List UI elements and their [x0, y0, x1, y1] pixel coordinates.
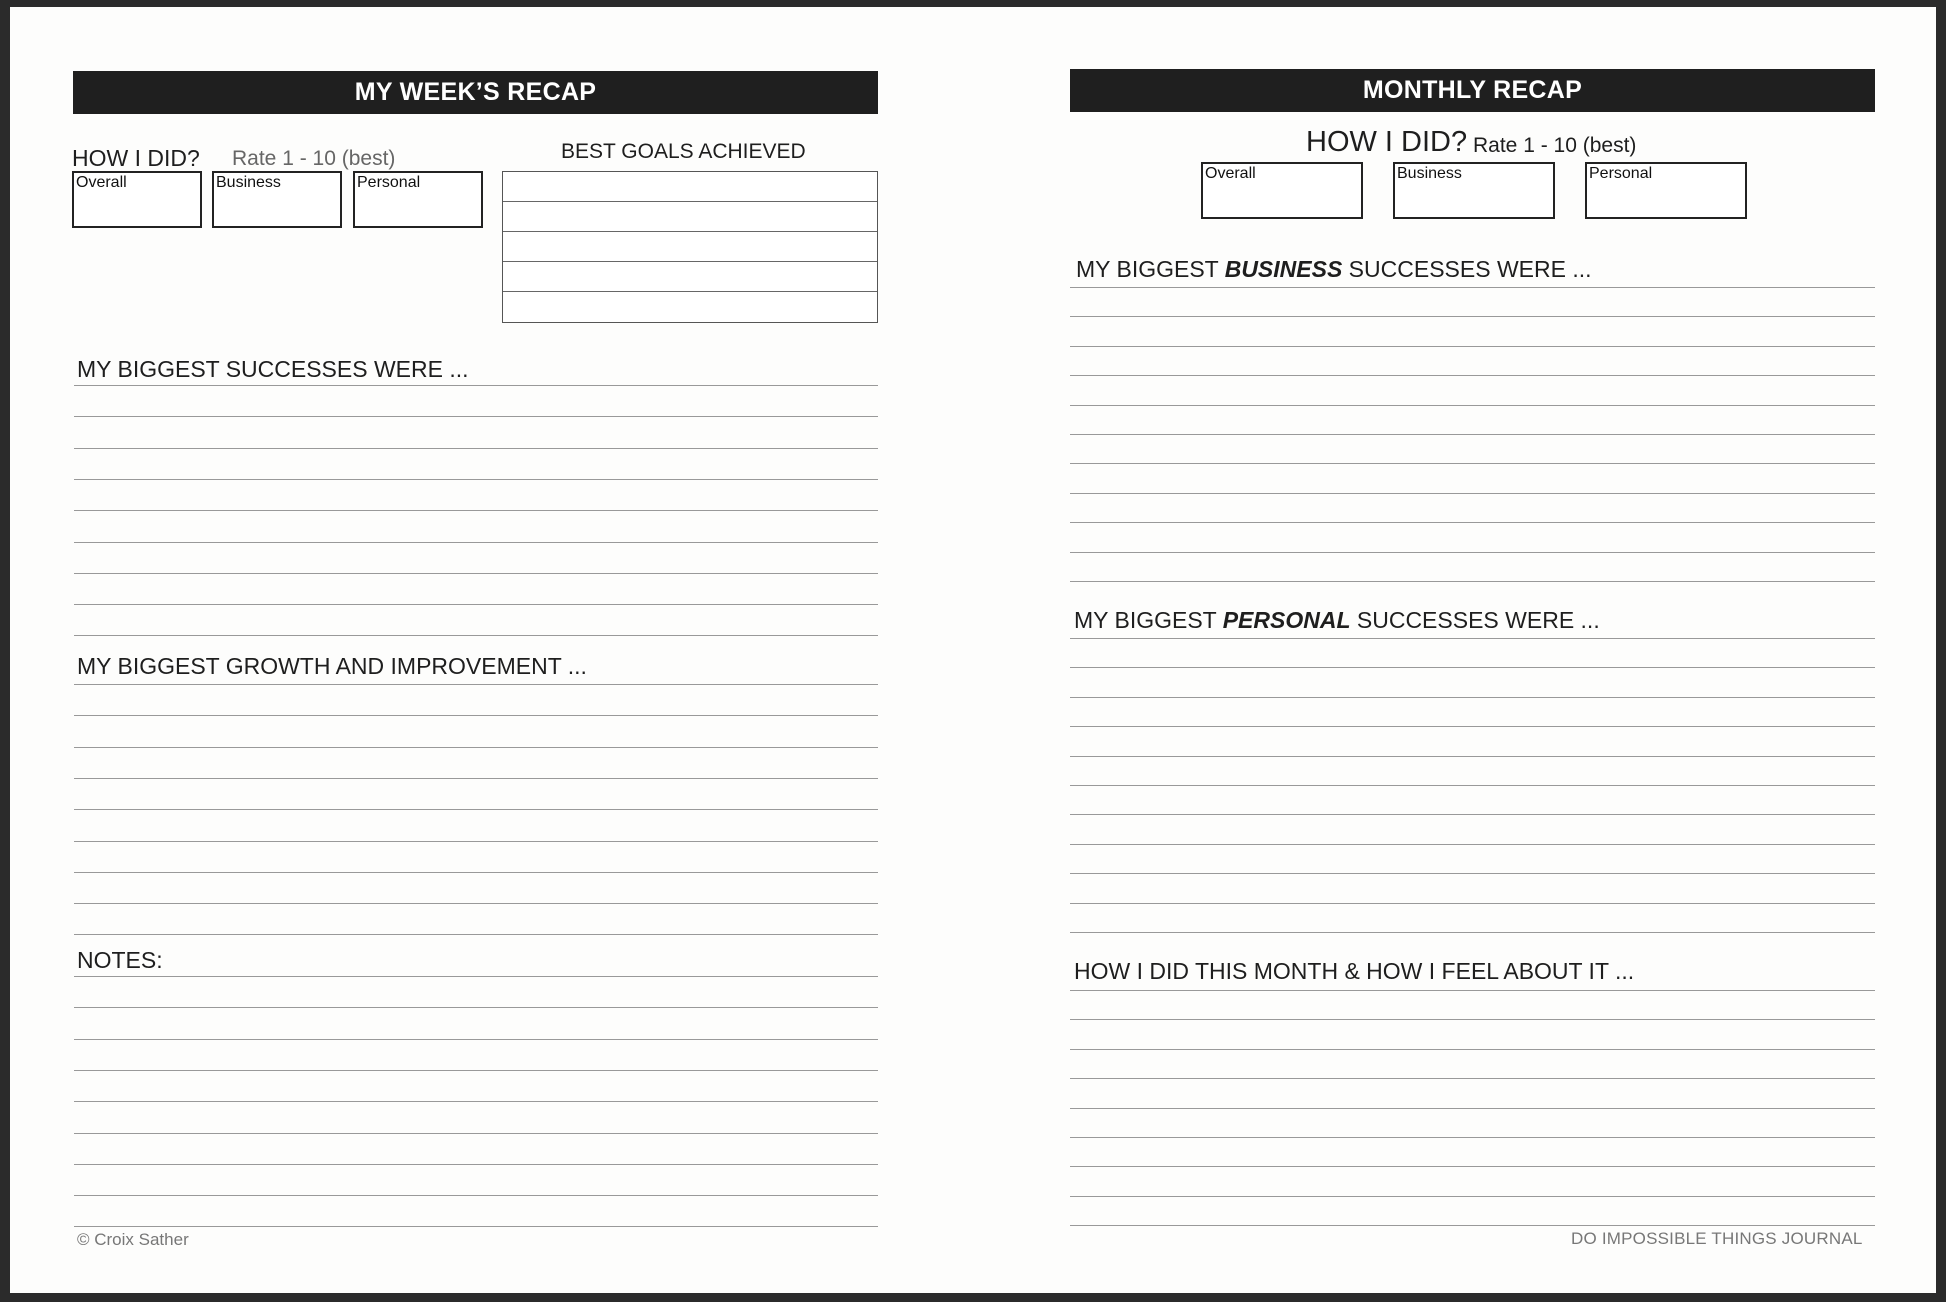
week-personal-rating-box[interactable] [353, 171, 483, 228]
business-heading-pre: MY BIGGEST [1076, 256, 1225, 282]
copyright-footer: © Croix Sather [77, 1230, 189, 1249]
writing-line [1070, 726, 1875, 727]
writing-line [1070, 287, 1875, 288]
writing-line [1070, 581, 1875, 582]
week-growth-heading: MY BIGGEST GROWTH AND IMPROVEMENT ... [77, 653, 587, 679]
writing-line [1070, 697, 1875, 698]
writing-line [1070, 844, 1875, 845]
month-overall-rating-box[interactable] [1201, 162, 1363, 219]
personal-label: Personal [1589, 165, 1653, 182]
week-notes-heading: NOTES: [77, 947, 163, 973]
writing-line [74, 934, 878, 935]
goal-row[interactable] [503, 262, 877, 292]
writing-line [1070, 903, 1875, 904]
writing-line [74, 1101, 878, 1102]
writing-line [1070, 434, 1875, 435]
writing-line [74, 479, 878, 480]
writing-line [1070, 1137, 1875, 1138]
writing-line [74, 1133, 878, 1134]
writing-line [74, 715, 878, 716]
writing-line [74, 542, 878, 543]
month-personal-heading [1074, 607, 1600, 634]
writing-line [74, 1226, 878, 1227]
writing-line [1070, 552, 1875, 553]
goal-row[interactable] [503, 232, 877, 262]
week-recap-banner: MY WEEK’S RECAP [73, 71, 878, 114]
writing-line [74, 872, 878, 873]
journal-title-footer: DO IMPOSSIBLE THINGS JOURNAL [1571, 1229, 1863, 1248]
writing-line [74, 1007, 878, 1008]
best-goals-table[interactable] [502, 171, 878, 323]
writing-line [1070, 522, 1875, 523]
writing-line [1070, 814, 1875, 815]
week-how-i-did-label: HOW I DID? [72, 145, 200, 171]
writing-line [74, 841, 878, 842]
writing-line [1070, 463, 1875, 464]
writing-line [74, 573, 878, 574]
writing-line [74, 510, 878, 511]
personal-heading-post: SUCCESSES WERE ... [1350, 607, 1600, 633]
writing-line [74, 903, 878, 904]
week-business-rating-box[interactable] [212, 171, 342, 228]
goal-row[interactable] [503, 292, 877, 322]
writing-line [74, 635, 878, 636]
writing-line [74, 1195, 878, 1196]
writing-line [74, 448, 878, 449]
goal-row[interactable] [503, 172, 877, 202]
week-rate-hint: Rate 1 - 10 (best) [232, 147, 396, 170]
month-personal-rating-box[interactable] [1585, 162, 1747, 219]
personal-heading-pre: MY BIGGEST [1074, 607, 1223, 633]
week-successes-heading: MY BIGGEST SUCCESSES WERE ... [77, 356, 469, 382]
writing-line [1070, 1108, 1875, 1109]
monthly-recap-banner: MONTHLY RECAP [1070, 69, 1875, 112]
writing-line [1070, 990, 1875, 991]
writing-line [74, 1164, 878, 1165]
writing-line [1070, 873, 1875, 874]
writing-line [1070, 1078, 1875, 1079]
writing-line [74, 604, 878, 605]
writing-line [74, 1070, 878, 1071]
writing-line [1070, 1019, 1875, 1020]
writing-line [1070, 932, 1875, 933]
writing-line [1070, 756, 1875, 757]
writing-line [1070, 405, 1875, 406]
month-business-rating-box[interactable] [1393, 162, 1555, 219]
week-overall-rating-box[interactable] [72, 171, 202, 228]
writing-line [1070, 375, 1875, 376]
writing-line [74, 416, 878, 417]
overall-label: Overall [1205, 165, 1256, 182]
writing-line [1070, 1166, 1875, 1167]
business-label: Business [1397, 165, 1462, 182]
writing-line [1070, 316, 1875, 317]
personal-heading-emphasis: PERSONAL [1222, 607, 1351, 633]
best-goals-heading: BEST GOALS ACHIEVED [561, 140, 806, 163]
writing-line [1070, 1196, 1875, 1197]
goal-row[interactable] [503, 202, 877, 232]
writing-line [74, 809, 878, 810]
month-how-i-did-label: HOW I DID? [1306, 126, 1468, 158]
month-rate-hint: Rate 1 - 10 (best) [1473, 134, 1637, 157]
writing-line [1070, 667, 1875, 668]
writing-line [1070, 785, 1875, 786]
writing-line [1070, 1049, 1875, 1050]
writing-line [1070, 493, 1875, 494]
month-feel-heading: HOW I DID THIS MONTH & HOW I FEEL ABOUT IT ... [1074, 958, 1635, 984]
writing-line [74, 976, 878, 977]
business-label: Business [216, 174, 281, 191]
writing-line [74, 385, 878, 386]
writing-line [1070, 638, 1875, 639]
writing-line [74, 684, 878, 685]
business-heading-emphasis: BUSINESS [1224, 256, 1343, 282]
personal-label: Personal [357, 174, 421, 191]
writing-line [1070, 346, 1875, 347]
writing-line [1070, 1225, 1875, 1226]
writing-line [74, 778, 878, 779]
writing-line [74, 1039, 878, 1040]
business-heading-post: SUCCESSES WERE ... [1342, 256, 1592, 282]
overall-label: Overall [76, 174, 127, 191]
month-business-heading [1076, 256, 1592, 283]
writing-line [74, 747, 878, 748]
